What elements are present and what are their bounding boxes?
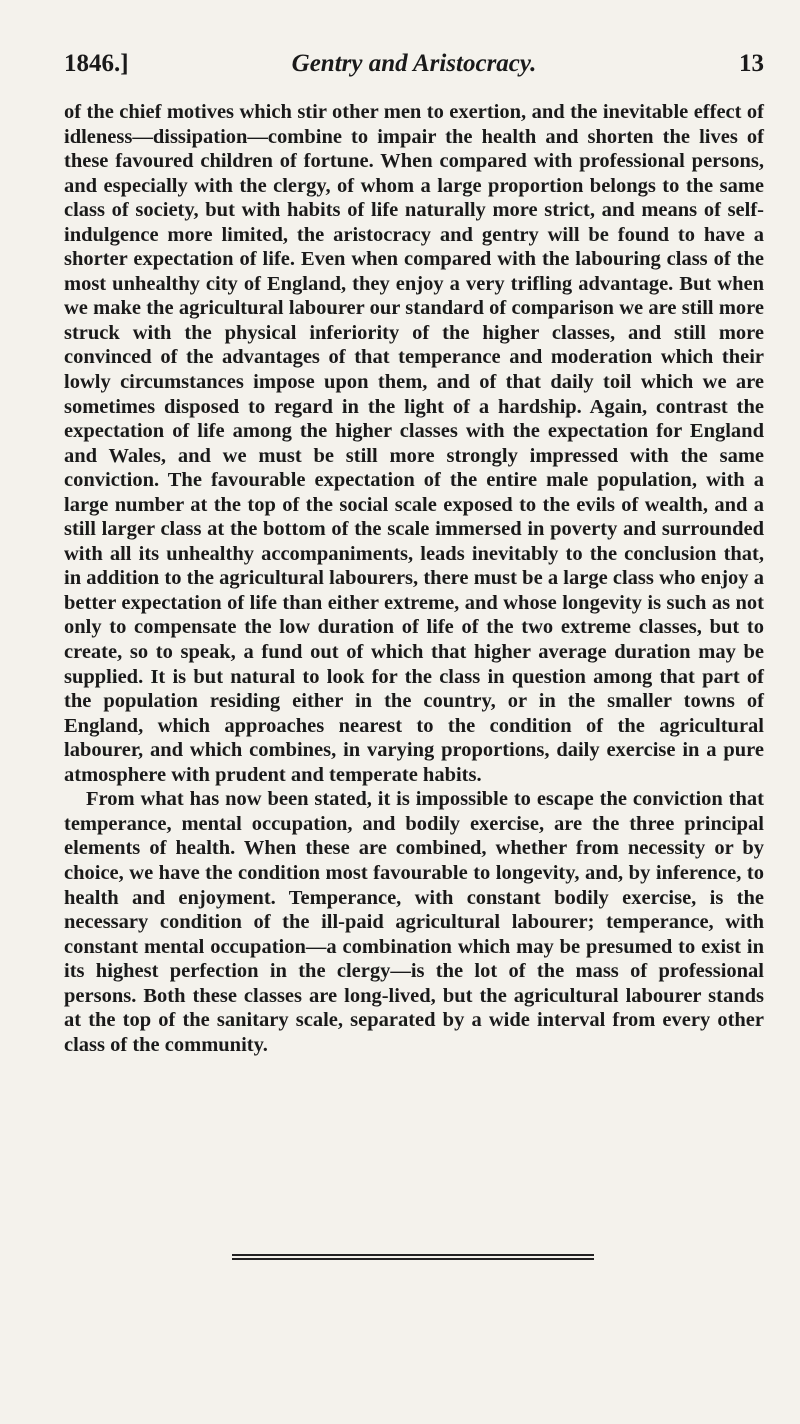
paragraph-1: of the chief motives which stir other men to exertion, and the inevitable effect of idleness—dissipation—combine to impair the health and shorten the lives of these favoured children of fortune. When compared with professional persons, and especially with the clergy, of whom a large proportion belongs to the same class of society, but with habits of life naturally more strict, and means of self-indulgence more limited, the aristocracy and gentry will be found to have a shorter expectation of life. Even when compared with the labouring class of the most unhealthy city of England, they enjoy a very trifling advantage. But when we make the agricultural labourer our standard of comparison we are still more struck with the physical inferiority of the higher classes, and still more convinced of the advantages of that temperance and moderation which their lowly circumstances impose upon them, and of that daily toil which we are sometimes disposed to regard in the light of a hardship. Again, contrast the expectation of life among the higher classes with the expectation for England and Wales, and we must be still more strongly impressed with the same conviction. The favourable expectation of the entire male population, with a large number at the top of the social scale exposed to the evils of wealth, and a still larger class at the bottom of the scale immersed in poverty and surrounded with all its unhealthy accompaniments, leads inevitably to the conclusion that, in addition to the agricultural labourers, there must be a large class who enjoy a better expectation of life than either extreme, and whose longevity is such as not only to compensate the low duration of life of the two extreme classes, but to create, so to speak, a fund out of which that higher average duration may be supplied. It is but natural to look for the class in question among that part of the population residing either in the country, or in the smaller towns of England, which approaches nearest to the condition of the agricultural labourer, and which combines, in varying proportions, daily exercise in a pure atmosphere with prudent and temperate habits. bbox=[64, 101, 764, 786]
running-header bbox=[64, 50, 764, 90]
page-number: 13 bbox=[739, 50, 764, 77]
paragraph-2: From what has now been stated, it is impossible to escape the conviction that temperance, mental occupation, and bodily exercise, are the three principal elements of health. When these are combined, whether from necessity or by choice, we have the condition most favourable to longevity, and, by inference, to health and enjoyment. Temperance, with constant bodily exercise, is the necessary condition of the ill-paid agricultural labourer; temperance, with constant mental occupation—a combination which may be presumed to exist in its highest perfection in the clergy—is the lot of the mass of professional persons. Both these classes are long-lived, but the agricultural labourer stands at the top of the sanitary scale, separated by a wide interval from every other class of the community. bbox=[64, 788, 764, 1056]
header-title: Gentry and Aristocracy. bbox=[291, 50, 537, 77]
body-text bbox=[64, 100, 764, 1057]
header-year: 1846.] bbox=[64, 50, 129, 77]
section-divider-rule bbox=[232, 1254, 594, 1260]
